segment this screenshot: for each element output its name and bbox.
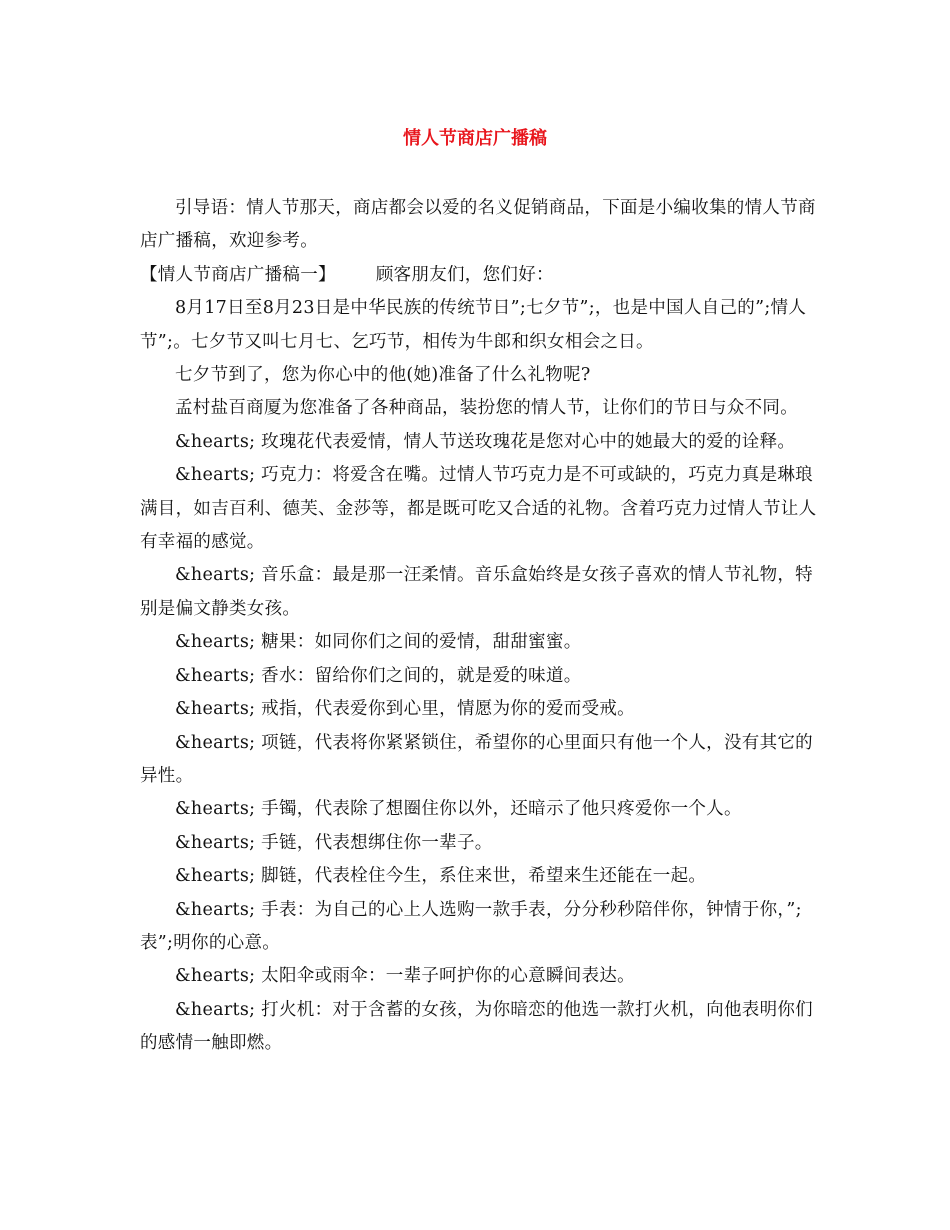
gift-item: &hearts; 太阳伞或雨伞：一辈子呵护你的心意瞬间表达。 [175,966,635,987]
gift-item: &hearts; 脚链，代表栓住今生，系住来世，希望来生还能在一起。 [175,866,707,887]
section-heading-line [140,259,820,292]
gift-item: &hearts; 香水：留给你们之间的，就是爱的味道。 [175,665,582,686]
gift-item: &hearts; 戒指，代表爱你到心里，情愿为你的爱而受戒。 [175,699,635,720]
document-body [140,192,820,1061]
gift-item: &hearts; 手镯，代表除了想圈住你以外，还暗示了他只疼爱你一个人。 [175,799,742,820]
gift-item: &hearts; 玫瑰花代表爱情，情人节送玫瑰花是您对心中的她最大的爱的诠释。 [175,431,796,452]
gift-item: &hearts; 打火机：对于含蓄的女孩，为你暗恋的他选一款打火机，向他表明你们的感情一触即燃。 [140,999,813,1054]
gift-item: &hearts; 项链，代表将你紧紧锁住，希望你的心里面只有他一个人，没有其它的异性。 [140,732,813,786]
intro-paragraph: 引导语：情人节那天，商店都会以爱的名义促销商品，下面是小编收集的情人节商店广播稿，欢迎参考。 [140,198,816,252]
gift-item: &hearts; 手链，代表想绑住你一辈子。 [175,832,493,853]
paragraph: 孟村盐百商厦为您准备了各种商品，装扮您的情人节，让你们的节日与众不同。 [175,398,798,419]
gift-item: &hearts; 糖果：如同你们之间的爱情，甜甜蜜蜜。 [175,632,582,653]
gift-item: &hearts; 音乐盒：最是那一汪柔情。音乐盒始终是女孩子喜欢的情人节礼物，特别是偏文静类女孩。 [140,565,813,619]
gift-item: &hearts; 巧克力：将爱含在嘴。过情人节巧克力是不可或缺的，巧克力真是琳琅满目，如吉百利、德芙、金莎等，都是既可吃又合适的礼物。含着巧克力过情人节让人有幸福的感觉。 [140,465,817,553]
greeting: 顾客朋友们，您们好： [375,264,554,285]
paragraph: 8月17日至8月23日是中华民族的传统节日”;七夕节”;，也是中国人自己的”;情人节”;。七夕节又叫七月七、乞巧节，相传为牛郎和织女相会之日。 [140,298,807,352]
document-title: 情人节商店广播稿 [403,128,547,149]
gift-item: &hearts; 手表：为自己的心上人选购一款手表，分分秒秒陪伴你，钟情于你，”;表”;明你的心意。 [140,899,802,953]
paragraph: 七夕节到了，您为你心中的他(她)准备了什么礼物呢? [175,365,591,386]
section-heading: 【情人节商店广播稿一】 [140,264,336,285]
